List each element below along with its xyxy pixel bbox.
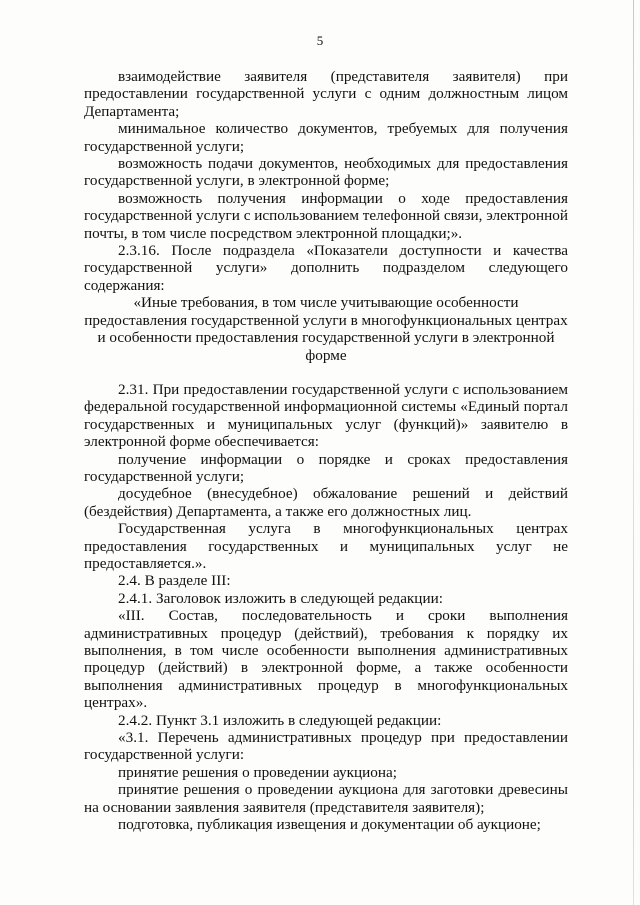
paragraph-3-1-list-intro: «3.1. Перечень административных процедур при предоставлении государственной услуги: <box>84 729 568 764</box>
paragraph-information-order-terms: получение информации о порядке и сроках предоставления государственной услуги; <box>84 450 568 485</box>
list-item-notice-publication: подготовка, публикация извещения и документации об аукционе; <box>118 816 541 834</box>
paragraph-2-31: 2.31. При предоставлении государственной услуги с использованием федеральной государственной информационной системы «Единый портал государственных и муниципальных услуг (функций)» заявителю в электронной форме обеспечивается: <box>84 380 568 451</box>
paragraph-progress-information: возможность получения информации о ходе предоставления государственной услуги с использованием телефонной связи, электронной почты, в том числе посредством электронной площадки;». <box>84 189 568 242</box>
page-edge-shadow <box>633 0 634 905</box>
document-body <box>84 68 568 833</box>
paragraph-2-4-2: 2.4.2. Пункт 3.1 изложить в следующей редакции: <box>118 711 442 729</box>
paragraph-2-4-1: 2.4.1. Заголовок изложить в следующей редакции: <box>118 589 443 607</box>
paragraph-electronic-submission: возможность подачи документов, необходимых для предоставления государственной услуги, в электронной форме; <box>84 155 568 190</box>
blank-line <box>84 364 568 381</box>
paragraph-pretrial-appeal: досудебное (внесудебное) обжалование решений и действий (бездействия) Департамента, а также его должностных лиц. <box>84 485 568 520</box>
paragraph-2-3-16: 2.3.16. После подраздела «Показатели доступности и качества государственной услуги» дополнить подразделом следующего содержания: <box>84 242 568 294</box>
paragraph-2-4: 2.4. В разделе III: <box>118 572 231 590</box>
page-number: 5 <box>316 33 324 48</box>
list-item-auction-decision-timber: принятие решения о проведении аукциона для заготовки древесины на основании заявления заявителя (представителя заявителя); <box>84 781 568 816</box>
subsection-heading: «Иные требования, в том числе учитывающие особенности предоставления государственной услуги в многофункциональных центрах и особенности предоставления государственной услуги в электронной форме <box>84 294 568 364</box>
list-item-auction-decision: принятие решения о проведении аукциона; <box>118 763 397 781</box>
paragraph-section-iii-title: «III. Состав, последовательность и сроки выполнения административных процедур (действий), требования к порядку их выполнения, в том числе особенности выполнения административных процедур (действий) в электронной форме, а также особенности выполнения административных процедур в многофункциональных центрах». <box>84 607 568 712</box>
paragraph-interaction-single-official: взаимодействие заявителя (представителя заявителя) при предоставлении государственной услуги с одним должностным лицом Департамента; <box>84 68 568 120</box>
paragraph-mfc-not-provided: Государственная услуга в многофункциональных центрах предоставления государственных и муниципальных услуг не предоставляется.». <box>84 520 568 572</box>
paragraph-minimum-documents: минимальное количество документов, требуемых для получения государственной услуги; <box>84 120 568 155</box>
